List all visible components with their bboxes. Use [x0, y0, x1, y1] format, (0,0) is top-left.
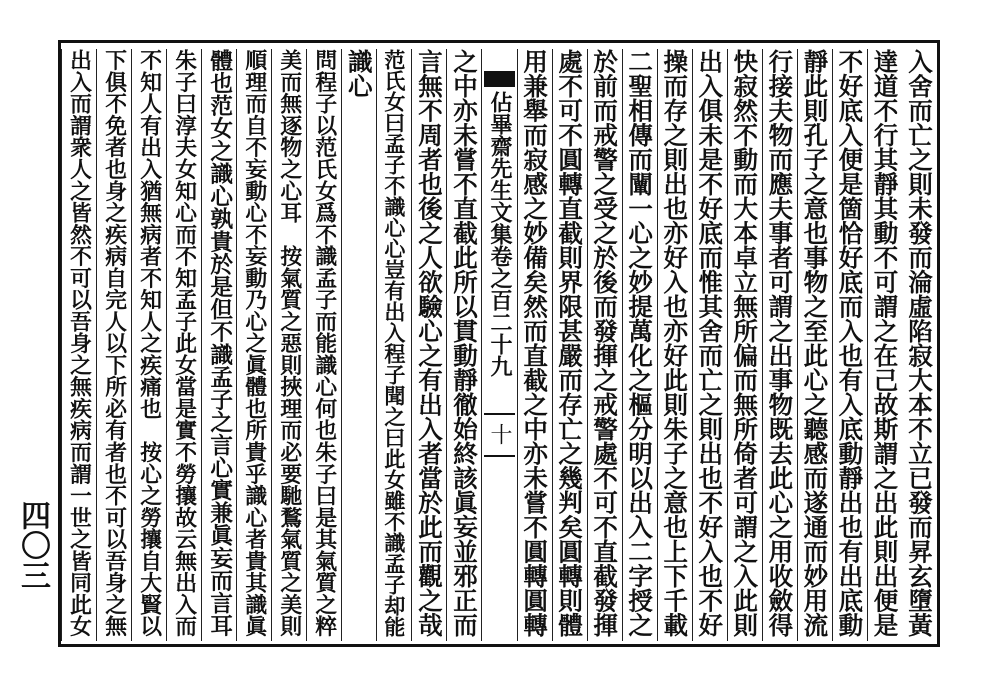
text-column: 體也范女之識心孰貴於是但不識孟子之言心實兼眞妄而言耳	[201, 49, 236, 641]
page-number: 四〇三	[15, 500, 50, 590]
text-column: 入舍而亡之則未發而淪虛陷寂大本不立已發而昇玄墮黃	[905, 49, 934, 637]
text-column: 識心	[341, 49, 376, 641]
text-column: 言無不周者也後之人欲驗心之有出入者當於此而觀之哉	[411, 49, 446, 641]
text-column: 二聖相傳而闡一心之妙提萬化之樞分明以出入二字授之	[622, 49, 657, 641]
text-column: 不知人有出入猶無病者不知人之疾痛也 按心之勞攘自大賢以	[131, 49, 166, 641]
text-column: 於前而戒警之受之於後而發揮之戒警處不可不直截發揮	[587, 49, 622, 641]
header-divider	[484, 413, 515, 415]
text-column: 朱子曰淳夫女知心而不知孟子此女當是實不勞攘故云無出入而	[166, 49, 201, 641]
text-column: 順理而自不妄動心不妄動乃心之眞體也所貴乎識心者貴其識眞	[236, 49, 271, 641]
text-column: 出入而謂衆人之皆然不可以吾身之無疾病而謂一世之皆同此女	[61, 49, 96, 641]
text-frame	[58, 40, 940, 647]
text-column: 范氏女曰孟子不識心心豈有出入程子聞之曰此女雖不識孟子却能	[376, 49, 411, 641]
header-block	[484, 71, 515, 87]
text-column: 快寂然不動而大本卓立無所偏而無所倚者可謂之入此則	[727, 49, 762, 641]
text-column: 出入俱未是不好底而惟其舍而亡之則出也不好入也不好	[692, 49, 727, 641]
text-column: 不好底入便是箇恰好底而入也有入底動靜出也有出底動	[832, 49, 867, 641]
text-column: 靜此則孔子之意也事物之至此心之聽感而遂通而妙用流	[797, 49, 832, 641]
center-header	[481, 49, 516, 641]
header-divider	[484, 455, 515, 457]
header-title: 佔畢齋先生文集卷之百二十九	[486, 91, 513, 377]
text-column: 用兼舉而寂感之妙備矣然而直截之中亦未嘗不圓轉圓轉	[517, 49, 552, 641]
text-column: 之中亦未嘗不直截此所以貫動靜徹始終該眞妄並邪正而	[446, 49, 481, 641]
text-column: 操而存之則出也亦好入也亦好此則朱子之意也上下千載	[657, 49, 692, 641]
text-column: 問程子以范氏女爲不識孟子而能識心何也朱子曰是其氣質之粹	[306, 49, 341, 641]
text-column: 下俱不免者也身之疾病自完人以下所必有者也不可以吾身之無	[96, 49, 131, 641]
text-column: 美而無逐物之心耳 按氣質之惡則挾理而必要馳鶩氣質之美則	[271, 49, 306, 641]
header-folio: 十	[486, 423, 512, 445]
text-column: 達道不行其靜其動不可謂之在己故斯謂之出此則出便是	[867, 49, 902, 641]
text-column: 行接夫物而應夫事者可謂之出事物既去此心之用收斂得	[762, 49, 797, 641]
text-column: 處不可不圓轉直截則界限甚嚴而存亡之幾判矣圓轉則體	[552, 49, 587, 641]
